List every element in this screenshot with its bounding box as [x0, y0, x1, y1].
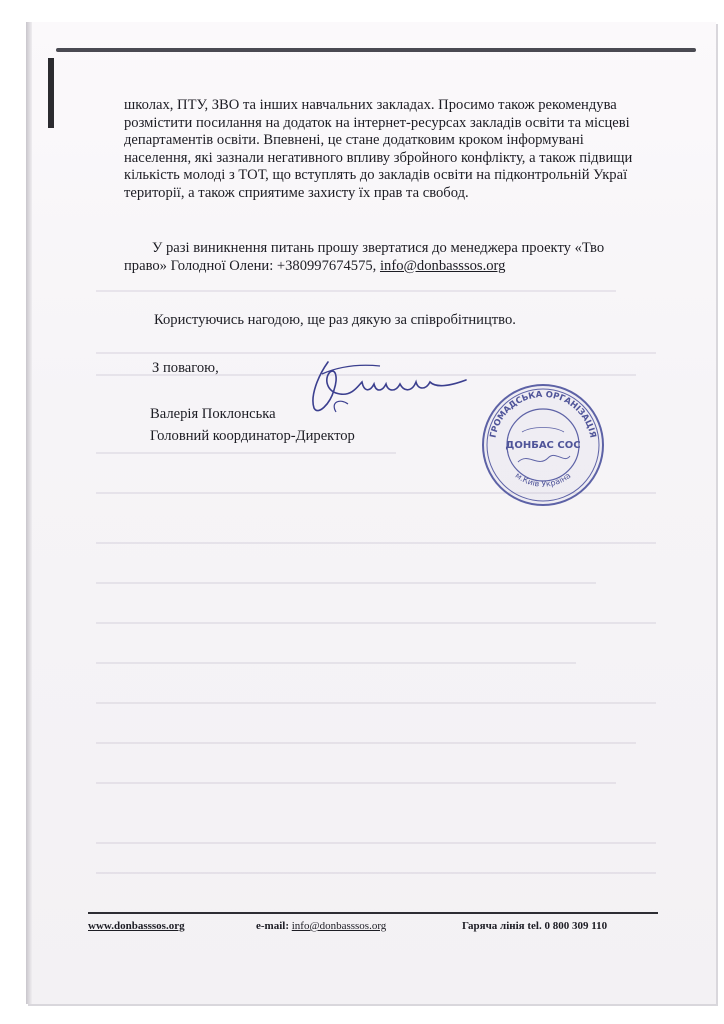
bleed-through-line	[96, 662, 576, 664]
bleed-through-line	[96, 582, 596, 584]
paragraph-line: департаментів освіти. Впевнені, це стане додатковим кроком інформувані	[124, 132, 584, 148]
stamp-top-text: ГРОМАДСЬКА ОРГАНІЗАЦІЯ	[488, 389, 598, 439]
paragraph-line: У разі виникнення питань прошу звертатися до менеджера проекту «Тво	[152, 240, 605, 256]
paragraph-line	[124, 258, 690, 276]
bleed-through-line	[96, 782, 616, 784]
footer-hotline: Гаряча лінія tel. 0 800 309 110	[462, 920, 608, 932]
bleed-through-line	[96, 702, 656, 704]
closing-salutation: З повагою,	[152, 360, 219, 376]
footer-email	[256, 920, 386, 932]
paragraph-line: школах, ПТУ, ЗВО та інших навчальних закладах. Просимо також рекомендува	[124, 97, 617, 113]
contact-email-link[interactable]: info@donbasssos.org	[379, 257, 506, 274]
bleed-through-line	[96, 872, 656, 874]
stamp-bottom-text: м.Київ Україна	[513, 470, 573, 489]
bleed-through-line	[96, 622, 656, 624]
website-link[interactable]: www.donbasssos.org	[88, 920, 185, 932]
bleed-through-line	[96, 542, 656, 544]
footer-rule	[88, 912, 658, 914]
footer-website	[88, 920, 185, 932]
paragraph-line: території, а також сприятиме захисту їх прав та свобод.	[124, 184, 469, 201]
email-label: e-mail:	[256, 920, 292, 932]
paragraph-line: населення, які зазнали негативного впливу збройного конфлікту, а також підвищи	[124, 149, 633, 166]
bleed-through-line	[96, 452, 396, 454]
bleed-through-line	[96, 742, 636, 744]
thanks-line: Користуючись нагодою, ще раз дякую за співробітництво.	[154, 312, 516, 328]
bleed-through-line	[96, 290, 616, 292]
footer-email-link[interactable]: info@donbasssos.org	[291, 920, 387, 932]
contact-text: право» Голодної Олени: +380997674575,	[124, 257, 380, 274]
bleed-through-line	[96, 842, 656, 844]
scan-corner-mark	[48, 58, 54, 128]
header-rule	[56, 48, 696, 52]
signer-title: Головний координатор-Директор	[150, 428, 355, 444]
body-paragraph-2	[124, 240, 690, 275]
paragraph-line: розмістити посилання на додаток на інтернет-ресурсах закладів освіти та місцеві	[124, 114, 630, 131]
page-edge-shadow	[26, 22, 32, 1004]
signer-name: Валерія Поклонська	[150, 406, 276, 422]
handwritten-signature	[300, 352, 480, 422]
organization-stamp	[478, 380, 608, 510]
paragraph-line: кількість молоді з ТОТ, що вступлять до закладів освіти на підконтрольній Украї	[124, 167, 628, 183]
body-paragraph-1	[124, 97, 690, 202]
stamp-center-text: ДОНБАС СОС	[505, 440, 581, 451]
